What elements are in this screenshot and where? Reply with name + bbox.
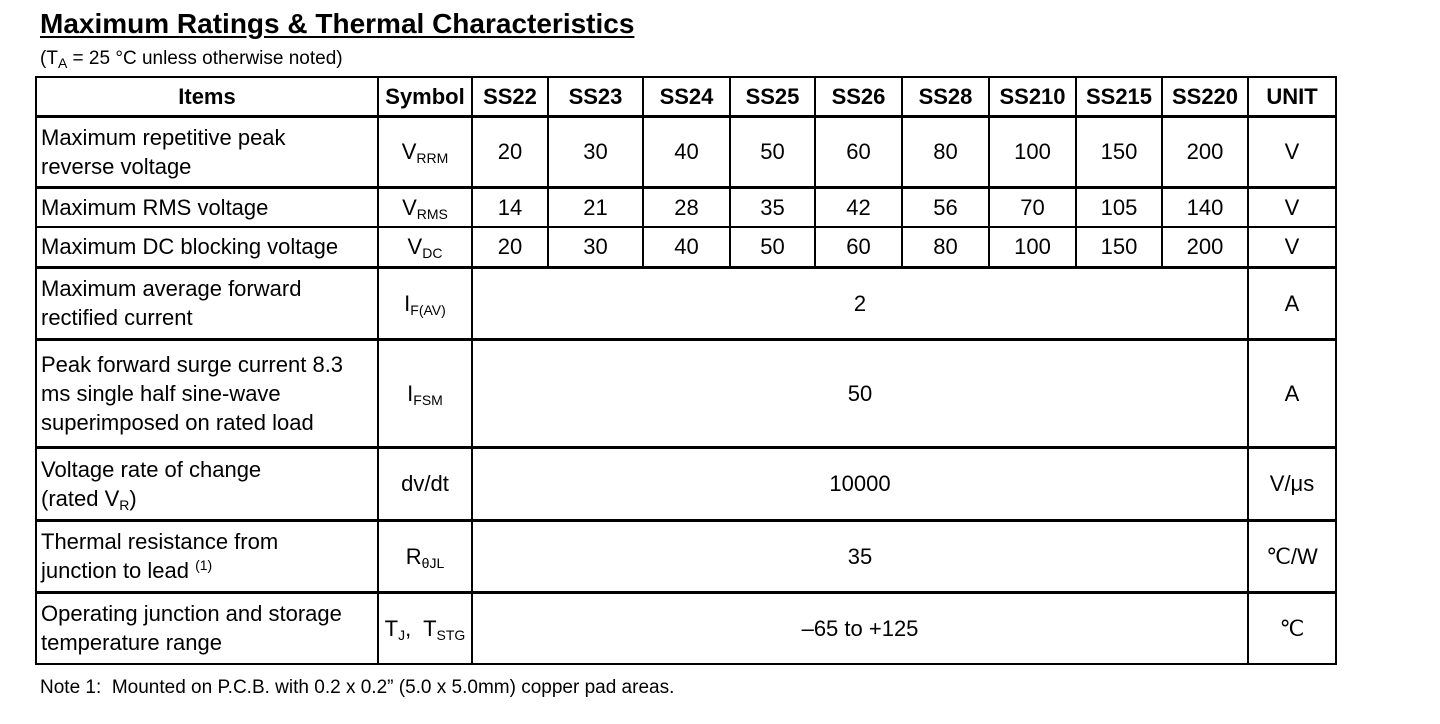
row-item: Voltage rate of change (rated $V_R$) bbox=[36, 447, 378, 520]
ratings-table bbox=[35, 76, 1337, 665]
page-title: Maximum Ratings & Thermal Characteristics bbox=[40, 8, 635, 39]
row-value: 140 bbox=[1162, 187, 1248, 227]
row-value: 105 bbox=[1076, 187, 1162, 227]
row-item: Maximum average forward rectified current bbox=[36, 267, 378, 339]
row-value: 42 bbox=[815, 187, 902, 227]
row-unit: V bbox=[1248, 187, 1336, 227]
row-value: 60 bbox=[815, 116, 902, 187]
row-value: 21 bbox=[548, 187, 643, 227]
header-part: SS22 bbox=[472, 77, 548, 116]
table-row bbox=[36, 339, 1336, 447]
row-value: 28 bbox=[643, 187, 730, 227]
header-part: SS23 bbox=[548, 77, 643, 116]
row-value: 100 bbox=[989, 116, 1076, 187]
row-item: Maximum repetitive peak reverse voltage bbox=[36, 116, 378, 187]
row-value: 50 bbox=[472, 339, 1248, 447]
row-value: 100 bbox=[989, 227, 1076, 267]
row-value: 150 bbox=[1076, 116, 1162, 187]
footnote: Note 1: Mounted on P.C.B. with 0.2 x 0.2” (5.0 x 5.0mm) copper pad areas. bbox=[40, 677, 675, 698]
row-unit: V bbox=[1248, 116, 1336, 187]
header-items: Items bbox=[36, 77, 378, 116]
row-value: 56 bbox=[902, 187, 989, 227]
header-unit: UNIT bbox=[1248, 77, 1336, 116]
header-part: SS28 bbox=[902, 77, 989, 116]
table-row bbox=[36, 520, 1336, 592]
row-value: 50 bbox=[730, 116, 815, 187]
table-row bbox=[36, 227, 1336, 267]
row-symbol: $I_{F(AV)}$ bbox=[378, 267, 472, 339]
row-item: Maximum DC blocking voltage bbox=[36, 227, 378, 267]
row-item: Maximum RMS voltage bbox=[36, 187, 378, 227]
row-symbol: $T_J$, $T_{STG}$ bbox=[378, 592, 472, 664]
row-value: 30 bbox=[548, 227, 643, 267]
row-symbol: $R_{\theta JL}$ bbox=[378, 520, 472, 592]
row-symbol: $V_{RRM}$ bbox=[378, 116, 472, 187]
row-symbol: dv/dt bbox=[378, 447, 472, 520]
row-value: 40 bbox=[643, 116, 730, 187]
row-item: Operating junction and storage temperature range bbox=[36, 592, 378, 664]
header-part: SS215 bbox=[1076, 77, 1162, 116]
header-part: SS220 bbox=[1162, 77, 1248, 116]
row-value: 200 bbox=[1162, 116, 1248, 187]
row-value: 30 bbox=[548, 116, 643, 187]
row-value: 200 bbox=[1162, 227, 1248, 267]
table-row bbox=[36, 447, 1336, 520]
header-symbol: Symbol bbox=[378, 77, 472, 116]
row-item: Thermal resistance from junction to lead $^{(1)}$ bbox=[36, 520, 378, 592]
row-value: 20 bbox=[472, 227, 548, 267]
row-unit: A bbox=[1248, 339, 1336, 447]
header-part: SS24 bbox=[643, 77, 730, 116]
table-row bbox=[36, 187, 1336, 227]
row-symbol: $V_{RMS}$ bbox=[378, 187, 472, 227]
row-value: 20 bbox=[472, 116, 548, 187]
row-unit: A bbox=[1248, 267, 1336, 339]
row-value: –65 to +125 bbox=[472, 592, 1248, 664]
table-row bbox=[36, 116, 1336, 187]
row-symbol: $I_{FSM}$ bbox=[378, 339, 472, 447]
row-value: 2 bbox=[472, 267, 1248, 339]
row-value: 35 bbox=[472, 520, 1248, 592]
row-symbol: $V_{DC}$ bbox=[378, 227, 472, 267]
row-value: 80 bbox=[902, 116, 989, 187]
row-value: 14 bbox=[472, 187, 548, 227]
row-value: 35 bbox=[730, 187, 815, 227]
header-part: SS26 bbox=[815, 77, 902, 116]
header-part: SS210 bbox=[989, 77, 1076, 116]
row-value: 80 bbox=[902, 227, 989, 267]
row-value: 70 bbox=[989, 187, 1076, 227]
header-part: SS25 bbox=[730, 77, 815, 116]
row-value: 150 bbox=[1076, 227, 1162, 267]
row-unit: V bbox=[1248, 227, 1336, 267]
row-value: 60 bbox=[815, 227, 902, 267]
row-item: Peak forward surge current 8.3 ms single half sine-wave superimposed on rated load bbox=[36, 339, 378, 447]
row-unit: ℃/W bbox=[1248, 520, 1336, 592]
test-condition: ($T_A = 25$ °C unless otherwise noted) bbox=[40, 48, 343, 71]
row-unit: ℃ bbox=[1248, 592, 1336, 664]
row-value: 10000 bbox=[472, 447, 1248, 520]
table-row bbox=[36, 267, 1336, 339]
table-row bbox=[36, 592, 1336, 664]
row-value: 40 bbox=[643, 227, 730, 267]
header-row bbox=[36, 77, 1336, 116]
row-value: 50 bbox=[730, 227, 815, 267]
row-unit: V/μs bbox=[1248, 447, 1336, 520]
